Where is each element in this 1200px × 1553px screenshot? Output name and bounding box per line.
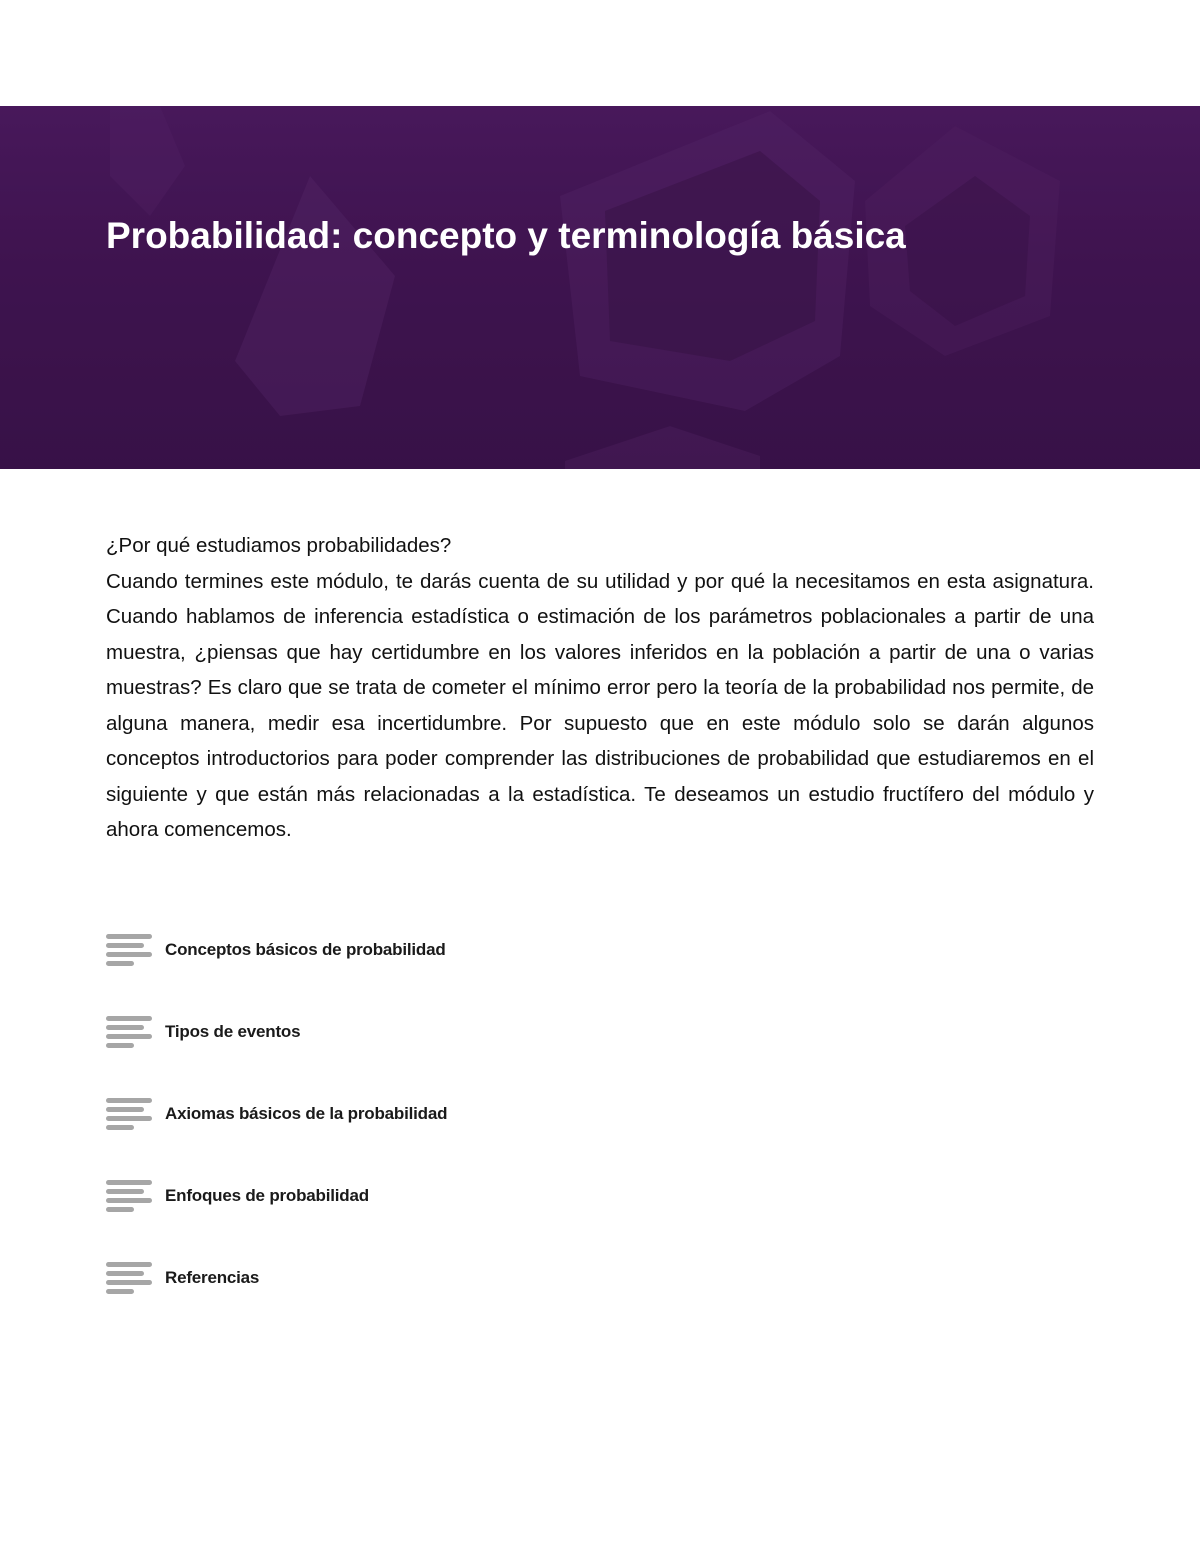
topic-item-conceptos-basicos[interactable] <box>106 930 806 970</box>
text-lines-icon <box>106 1179 152 1213</box>
topic-item-axiomas-basicos[interactable] <box>106 1094 806 1134</box>
text-lines-icon <box>106 1097 152 1131</box>
banner-background-image <box>0 106 1200 469</box>
intro-question: ¿Por qué estudiamos probabilidades? <box>106 534 452 557</box>
text-lines-icon <box>106 933 152 967</box>
intro-paragraph: Cuando termines este módulo, te darás cuenta de su utilidad y por qué la necesitamos en esta asignatura. Cuando hablamos de inferencia estadística o estimación de los parámetros poblacionales a partir de una muestra, ¿piensas que hay certidumbre en los valores inferidos en la población a partir de una o varias muestras? Es claro que se trata de cometer el mínimo error pero la teoría de la probabilidad nos permite, de alguna manera, medir esa incertidumbre. Por supuesto que en este módulo solo se darán algunos conceptos introductorios para poder comprender las distribuciones de probabilidad que estudiaremos en el siguiente y que están más relacionadas a la estadística. Te deseamos un estudio fructífero del módulo y ahora comencemos. <box>106 569 1094 841</box>
topic-item-referencias[interactable] <box>106 1258 806 1298</box>
header-banner <box>0 106 1200 469</box>
topic-item-label: Axiomas básicos de la probabilidad <box>165 1104 448 1123</box>
text-lines-icon <box>106 1261 152 1295</box>
topic-item-enfoques[interactable] <box>106 1176 806 1216</box>
topic-list <box>106 930 806 1340</box>
topic-item-label: Tipos de eventos <box>165 1022 301 1041</box>
topic-item-label: Conceptos básicos de probabilidad <box>165 940 446 959</box>
intro-section <box>106 528 1094 848</box>
page-title: Probabilidad: concepto y terminología básica <box>106 215 906 256</box>
text-lines-icon <box>106 1015 152 1049</box>
topic-item-tipos-de-eventos[interactable] <box>106 1012 806 1052</box>
topic-item-label: Referencias <box>165 1268 260 1287</box>
topic-item-label: Enfoques de probabilidad <box>165 1186 369 1205</box>
